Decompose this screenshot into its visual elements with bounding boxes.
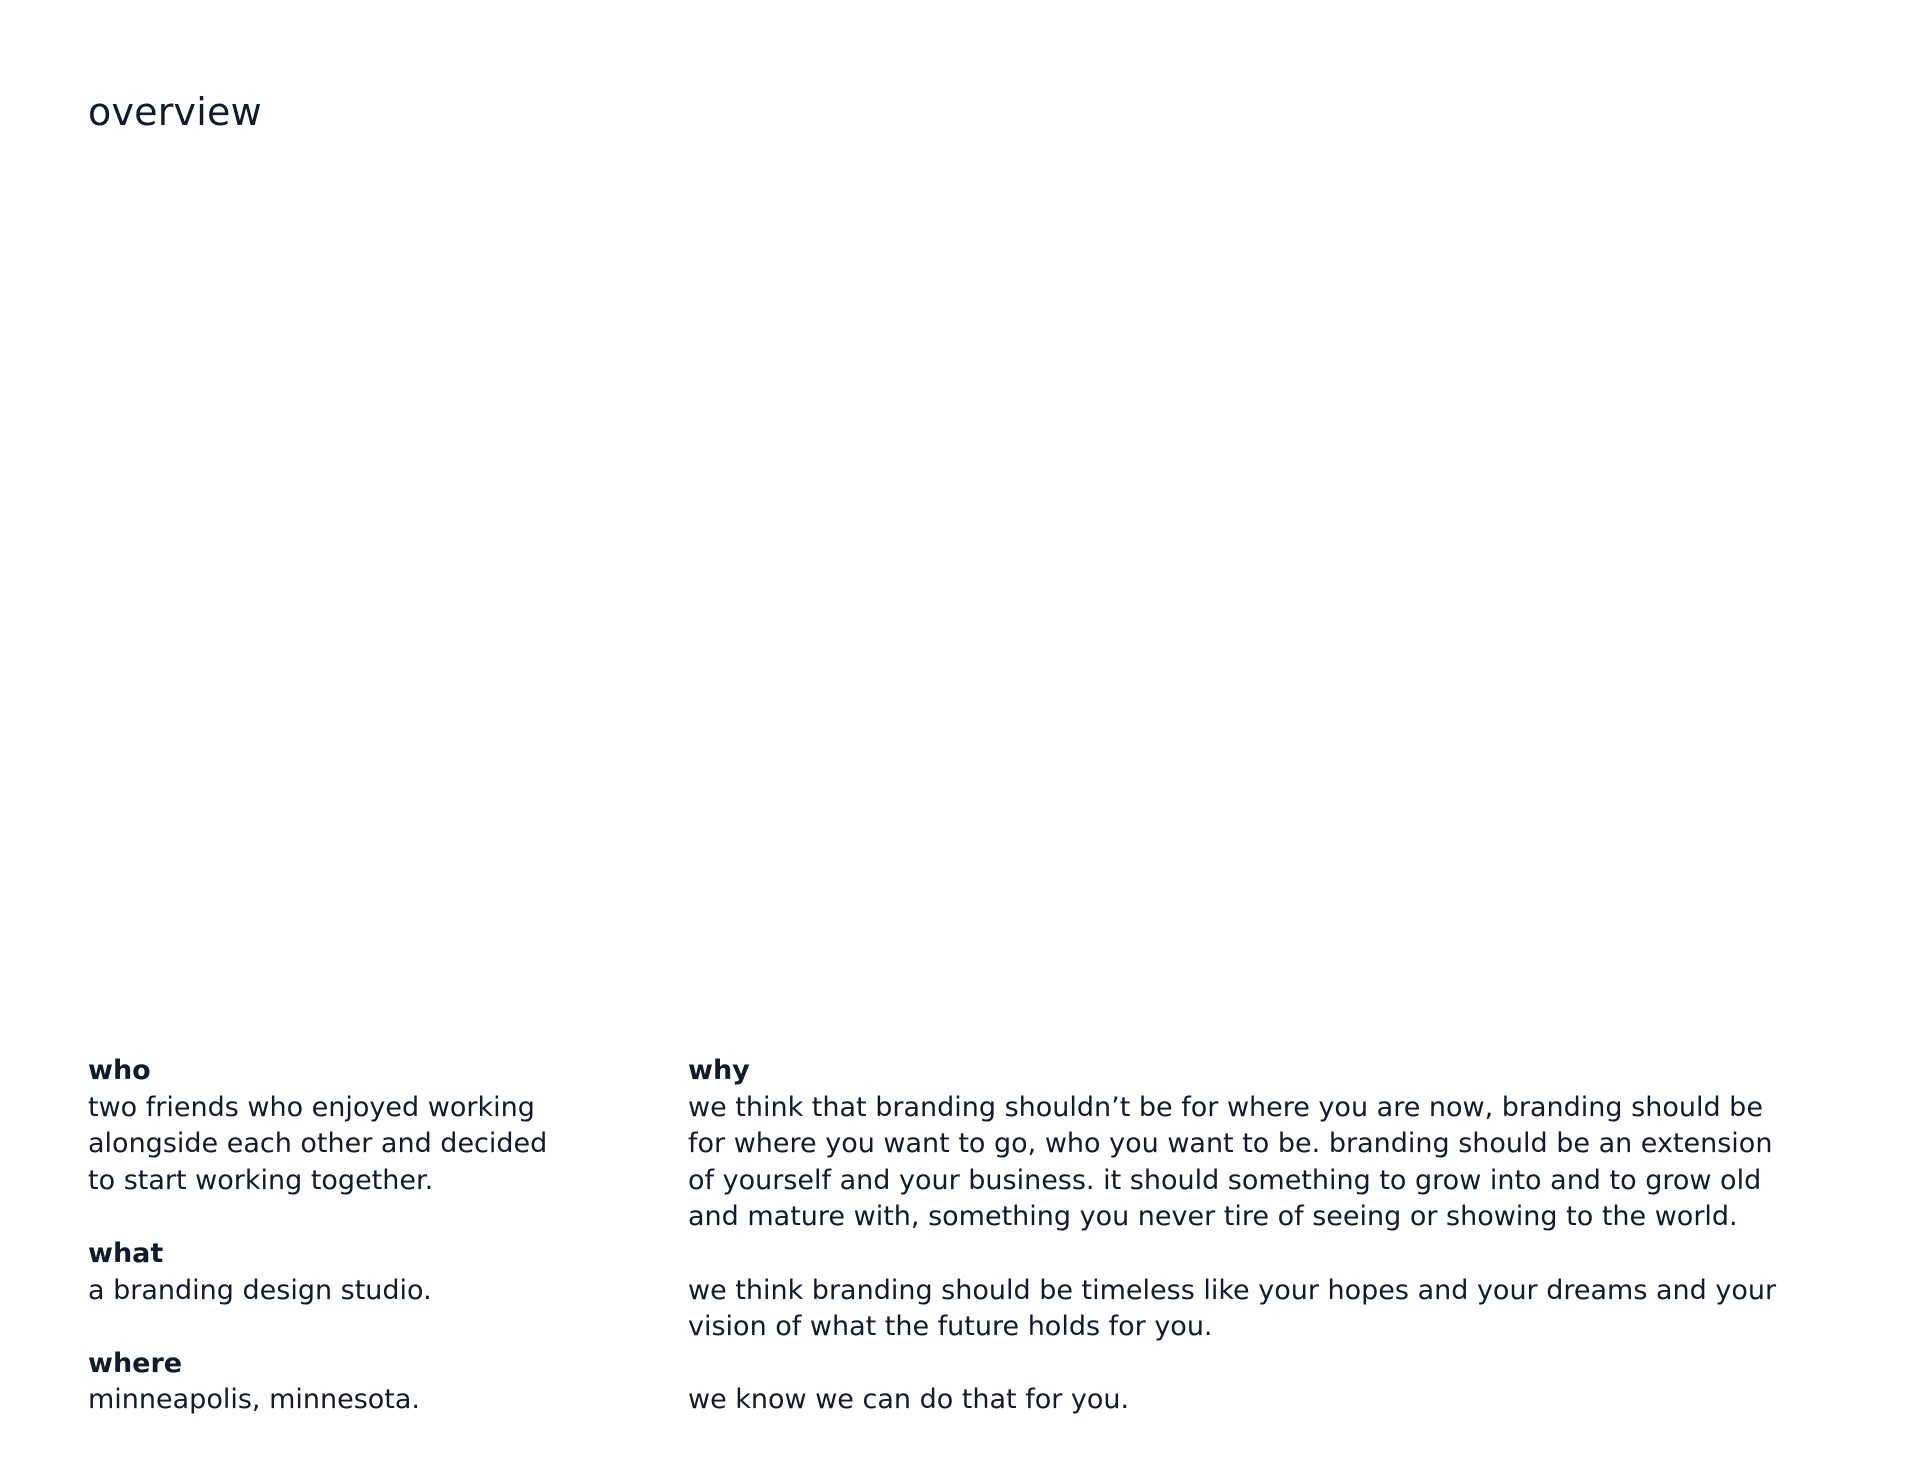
why-line: we know we can do that for you. xyxy=(688,1384,1130,1416)
why-heading: why xyxy=(688,1055,750,1086)
what-line: a branding design studio. xyxy=(88,1274,432,1306)
where-text xyxy=(88,1382,608,1419)
why-line: and mature with, something you never tire of seeing or showing to the world. xyxy=(688,1201,1738,1233)
why-paragraph-3 xyxy=(688,1382,1798,1419)
page-title: overview xyxy=(88,90,262,134)
why-line: for where you want to go, who you want to be. branding should be an extension xyxy=(688,1128,1773,1160)
why-line: of yourself and your business. it should something to grow into and to grow old xyxy=(688,1164,1762,1196)
left-column xyxy=(88,1053,608,1419)
who-section xyxy=(88,1053,608,1199)
what-section xyxy=(88,1236,608,1309)
what-text xyxy=(88,1273,608,1310)
why-line: we think that branding shouldn’t be for where you are now, branding should be xyxy=(688,1091,1763,1123)
why-paragraph-2 xyxy=(688,1273,1798,1346)
spacer xyxy=(688,1236,1798,1273)
spacer xyxy=(688,1346,1798,1383)
who-line: alongside each other and decided xyxy=(88,1128,548,1160)
where-section xyxy=(88,1346,608,1419)
where-heading: where xyxy=(88,1347,183,1379)
why-line: vision of what the future holds for you. xyxy=(688,1311,1213,1343)
who-heading: who xyxy=(88,1055,151,1086)
why-section xyxy=(688,1053,1798,1419)
who-line: two friends who enjoyed working xyxy=(88,1091,535,1123)
spacer xyxy=(88,1199,608,1236)
spacer xyxy=(88,1309,608,1346)
right-column xyxy=(688,1053,1798,1419)
why-paragraph-1 xyxy=(688,1090,1798,1236)
who-text xyxy=(88,1090,608,1200)
what-heading: what xyxy=(88,1237,164,1269)
why-line: we think branding should be timeless like your hopes and your dreams and your xyxy=(688,1274,1777,1306)
who-line: to start working together. xyxy=(88,1164,434,1196)
where-line: minneapolis, minnesota. xyxy=(88,1384,421,1416)
